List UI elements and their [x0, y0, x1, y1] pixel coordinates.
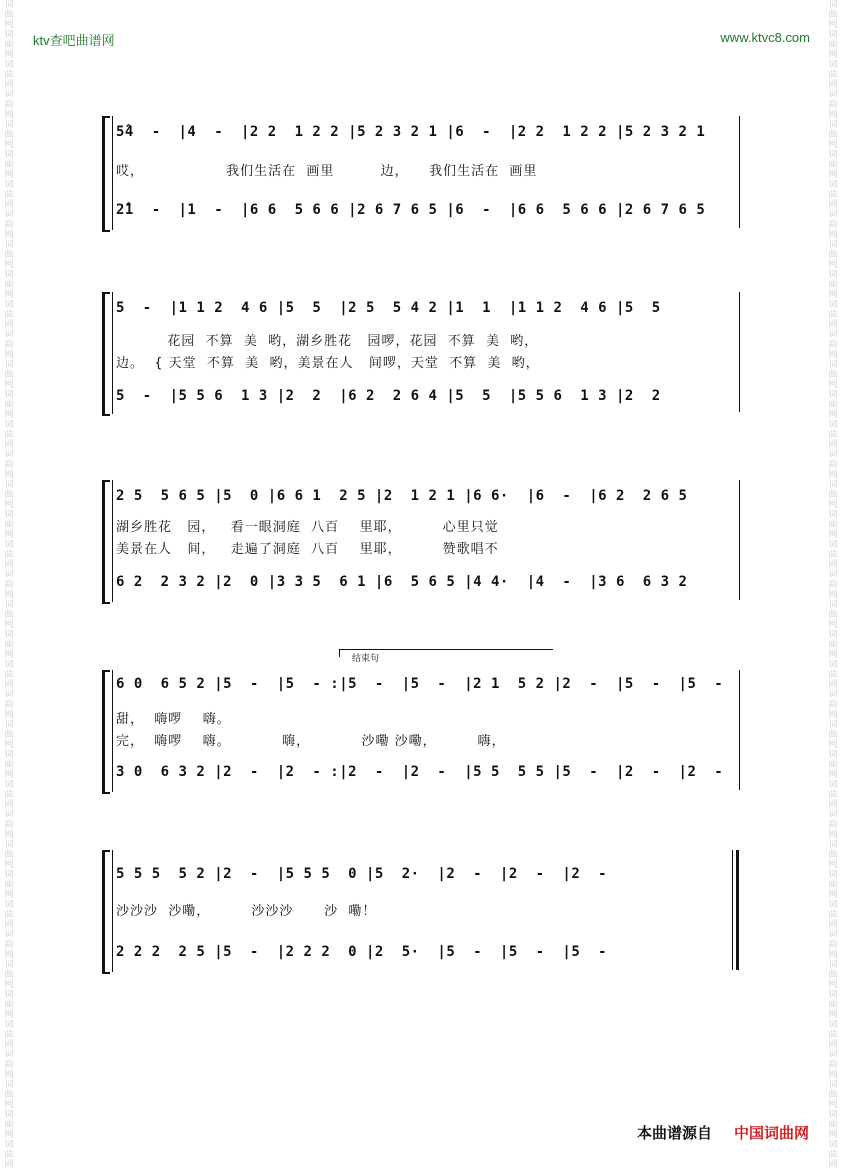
watermark-glyph: 曲 — [4, 340, 14, 350]
watermark-glyph: 词 — [4, 930, 14, 940]
watermark-glyph: 词 — [4, 240, 14, 250]
watermark-glyph: 词 — [828, 990, 838, 1000]
watermark-glyph: 词 — [828, 960, 838, 970]
watermark-glyph: 词 — [828, 60, 838, 70]
watermark-glyph: 词 — [828, 90, 838, 100]
lyric-line: 沙沙沙 沙嘞， 沙沙沙 沙 嘞！ — [116, 904, 377, 919]
watermark-glyph: 词 — [828, 120, 838, 130]
watermark-glyph: 网 — [828, 710, 838, 720]
watermark-glyph: 网 — [4, 230, 14, 240]
watermark-glyph: 网 — [4, 770, 14, 780]
watermark-glyph: 词 — [4, 180, 14, 190]
watermark-glyph: 网 — [828, 1130, 838, 1140]
watermark-glyph: 网 — [4, 890, 14, 900]
watermark-glyph: 曲 — [4, 220, 14, 230]
score-system-1 — [102, 112, 742, 232]
watermark-glyph: 词 — [4, 990, 14, 1000]
watermark-glyph: 曲 — [828, 700, 838, 710]
melody-line: 5 - |1 1 2 4 6 |5 5 |2 5 5 4 2 |1 1 |1 1 2 4 6 |5 5 — [116, 300, 661, 316]
watermark-glyph: 词 — [828, 420, 838, 430]
watermark-glyph: 曲 — [4, 1000, 14, 1010]
watermark-glyph: 网 — [4, 290, 14, 300]
watermark-glyph: 曲 — [828, 1060, 838, 1070]
watermark-glyph: 曲 — [828, 1120, 838, 1130]
watermark-glyph: 曲 — [4, 70, 14, 80]
watermark-glyph: 网 — [4, 50, 14, 60]
watermark-glyph: 曲 — [828, 490, 838, 500]
watermark-glyph: 曲 — [828, 40, 838, 50]
watermark-glyph: 词 — [828, 30, 838, 40]
watermark-glyph: 网 — [4, 320, 14, 330]
watermark-glyph: 词 — [4, 870, 14, 880]
watermark-glyph: 网 — [828, 20, 838, 30]
watermark-glyph: 网 — [828, 650, 838, 660]
watermark-glyph: 曲 — [4, 1030, 14, 1040]
watermark-glyph: 曲 — [4, 910, 14, 920]
watermark-glyph: 曲 — [4, 760, 14, 770]
watermark-glyph: 词 — [828, 540, 838, 550]
watermark-glyph: 词 — [828, 870, 838, 880]
harmony-line: 2 2 2 2 5 |5 - |2 2 2 0 |2 5· |5 - |5 - |5 - — [116, 944, 608, 960]
watermark-glyph: 网 — [4, 410, 14, 420]
watermark-glyph: 词 — [4, 30, 14, 40]
watermark-glyph: 词 — [4, 810, 14, 820]
watermark-glyph: 词 — [828, 300, 838, 310]
watermark-glyph: 曲 — [828, 220, 838, 230]
watermark-glyph: 词 — [828, 330, 838, 340]
watermark-glyph: 网 — [828, 470, 838, 480]
lyric-line: 完， 嗨啰 嗨。 嗨， 沙嘞 沙嘞， 嗨， — [116, 734, 506, 749]
watermark-glyph: 曲 — [4, 370, 14, 380]
watermark-glyph: 词 — [4, 120, 14, 130]
watermark-glyph: 词 — [828, 1140, 838, 1150]
watermark-glyph: 曲 — [4, 430, 14, 440]
watermark-glyph: 词 — [828, 510, 838, 520]
watermark-glyph: 曲 — [4, 400, 14, 410]
watermark-glyph: 曲 — [4, 160, 14, 170]
watermark-glyph: 词 — [828, 900, 838, 910]
watermark-glyph: 词 — [828, 600, 838, 610]
watermark-glyph: 词 — [4, 780, 14, 790]
watermark-glyph: 网 — [4, 1070, 14, 1080]
watermark-glyph: 网 — [828, 50, 838, 60]
watermark-glyph: 词 — [4, 660, 14, 670]
watermark-glyph: 曲 — [4, 1090, 14, 1100]
watermark-glyph: 曲 — [4, 640, 14, 650]
score-system-3 — [102, 478, 742, 604]
watermark-glyph: 曲 — [828, 280, 838, 290]
watermark-glyph: 曲 — [4, 310, 14, 320]
melody-line: 2 5 5 6 5 |5 0 |6 6 1 2 5 |2 1 2 1 |6 6· |6 - |6 2 2 6 5 — [116, 488, 688, 504]
watermark-glyph: 网 — [828, 680, 838, 690]
watermark-glyph: 词 — [4, 1110, 14, 1120]
watermark-glyph: 网 — [828, 800, 838, 810]
header-site-name[interactable]: ktv查吧曲谱网 — [33, 33, 115, 48]
watermark-glyph: 曲 — [828, 1090, 838, 1100]
watermark-glyph: 词 — [828, 0, 838, 10]
watermark-glyph: 曲 — [4, 100, 14, 110]
ending-label: 结束句 — [352, 654, 380, 664]
watermark-glyph: 词 — [828, 780, 838, 790]
watermark-glyph: 词 — [4, 630, 14, 640]
score-system-4 — [102, 646, 742, 796]
watermark-glyph: 曲 — [828, 820, 838, 830]
watermark-glyph: 网 — [4, 980, 14, 990]
watermark-glyph: 网 — [828, 920, 838, 930]
watermark-glyph: 网 — [4, 920, 14, 930]
watermark-glyph: 网 — [4, 170, 14, 180]
watermark-glyph: 曲 — [828, 880, 838, 890]
watermark-glyph: 网 — [828, 350, 838, 360]
watermark-glyph: 曲 — [828, 940, 838, 950]
watermark-glyph: 曲 — [4, 790, 14, 800]
watermark-glyph: 曲 — [4, 40, 14, 50]
watermark-glyph: 曲 — [828, 400, 838, 410]
watermark-glyph: 词 — [4, 600, 14, 610]
watermark-glyph: 网 — [828, 590, 838, 600]
watermark-glyph: 曲 — [828, 100, 838, 110]
watermark-glyph: 曲 — [828, 190, 838, 200]
watermark-glyph: 词 — [4, 1020, 14, 1030]
watermark-glyph: 网 — [828, 500, 838, 510]
watermark-glyph: 词 — [4, 360, 14, 370]
watermark-glyph: 曲 — [4, 820, 14, 830]
watermark-glyph: 网 — [828, 560, 838, 570]
watermark-glyph: 曲 — [4, 520, 14, 530]
watermark-glyph: 网 — [4, 860, 14, 870]
watermark-glyph: 网 — [828, 140, 838, 150]
watermark-glyph: 词 — [828, 810, 838, 820]
lyric-line: 花园 不算 美 哟，湖乡胜花 园啰，花园 不算 美 哟， — [116, 334, 539, 349]
watermark-glyph: 曲 — [4, 730, 14, 740]
watermark-glyph: 网 — [828, 860, 838, 870]
watermark-glyph: 词 — [4, 450, 14, 460]
watermark-glyph: 词 — [4, 480, 14, 490]
lyric-line: 甜， 嗨啰 嗨。 — [116, 712, 231, 727]
watermark-glyph: 网 — [828, 890, 838, 900]
watermark-glyph: 词 — [828, 210, 838, 220]
watermark-glyph: 曲 — [828, 370, 838, 380]
watermark-glyph: 网 — [828, 110, 838, 120]
watermark-glyph: 网 — [4, 950, 14, 960]
watermark-glyph: 网 — [828, 1070, 838, 1080]
watermark-glyph: 网 — [4, 1100, 14, 1110]
melody-line: 5̂4 - |4 - |2 2 1 2 2 |5 2 3 2 1 |6 - |2 2 1 2 2 |5 2 3 2 1 — [116, 124, 706, 140]
watermark-glyph: 词 — [4, 690, 14, 700]
watermark-glyph: 网 — [828, 80, 838, 90]
right-watermark-strip — [826, 0, 840, 1171]
watermark-glyph: 曲 — [828, 670, 838, 680]
watermark-glyph: 词 — [4, 570, 14, 580]
watermark-glyph: 词 — [828, 750, 838, 760]
watermark-glyph: 网 — [4, 830, 14, 840]
watermark-glyph: 词 — [4, 0, 14, 10]
watermark-glyph: 词 — [4, 960, 14, 970]
watermark-glyph: 词 — [828, 630, 838, 640]
watermark-glyph: 词 — [4, 150, 14, 160]
watermark-glyph: 词 — [4, 720, 14, 730]
watermark-glyph: 曲 — [4, 550, 14, 560]
watermark-glyph: 词 — [828, 720, 838, 730]
watermark-glyph: 词 — [828, 1080, 838, 1090]
watermark-glyph: 网 — [828, 530, 838, 540]
score-system-5 — [102, 838, 742, 974]
watermark-glyph: 曲 — [828, 550, 838, 560]
watermark-glyph: 曲 — [4, 280, 14, 290]
header-site-url[interactable]: www.ktvc8.com — [720, 30, 810, 45]
harmony-line: 6 2 2 3 2 |2 0 |3 3 5 6 1 |6 5 6 5 |4 4· |4 - |3 6 6 3 2 — [116, 574, 688, 590]
watermark-glyph: 曲 — [828, 850, 838, 860]
watermark-glyph: 网 — [828, 980, 838, 990]
watermark-glyph: 网 — [4, 20, 14, 30]
watermark-glyph: 词 — [4, 1140, 14, 1150]
watermark-glyph: 曲 — [828, 250, 838, 260]
watermark-glyph: 词 — [4, 300, 14, 310]
harmony-line: 5 - |5 5 6 1 3 |2 2 |6 2 2 6 4 |5 5 |5 5 6 1 3 |2 2 — [116, 388, 661, 404]
watermark-glyph: 词 — [828, 360, 838, 370]
watermark-glyph: 网 — [828, 1160, 838, 1170]
watermark-glyph: 曲 — [4, 700, 14, 710]
watermark-glyph: 曲 — [4, 1150, 14, 1160]
watermark-glyph: 网 — [4, 650, 14, 660]
watermark-glyph: 词 — [4, 390, 14, 400]
watermark-glyph: 词 — [828, 840, 838, 850]
watermark-glyph: 网 — [828, 200, 838, 210]
watermark-glyph: 词 — [4, 510, 14, 520]
watermark-glyph: 词 — [4, 540, 14, 550]
watermark-glyph: 词 — [828, 180, 838, 190]
watermark-glyph: 网 — [4, 1040, 14, 1050]
watermark-glyph: 曲 — [828, 580, 838, 590]
watermark-glyph: 词 — [4, 840, 14, 850]
watermark-glyph: 曲 — [828, 640, 838, 650]
watermark-glyph: 网 — [4, 140, 14, 150]
watermark-glyph: 曲 — [4, 850, 14, 860]
watermark-glyph: 网 — [4, 440, 14, 450]
watermark-glyph: 曲 — [828, 1000, 838, 1010]
watermark-glyph: 词 — [828, 390, 838, 400]
watermark-glyph: 网 — [828, 290, 838, 300]
footer-source-label: 本曲谱源自 — [636, 1124, 712, 1142]
watermark-glyph: 词 — [4, 330, 14, 340]
watermark-glyph: 词 — [828, 480, 838, 490]
watermark-glyph: 词 — [4, 210, 14, 220]
watermark-glyph: 网 — [828, 620, 838, 630]
watermark-glyph: 词 — [4, 1080, 14, 1090]
watermark-glyph: 词 — [828, 240, 838, 250]
watermark-glyph: 网 — [4, 80, 14, 90]
watermark-glyph: 词 — [828, 690, 838, 700]
watermark-glyph: 网 — [828, 740, 838, 750]
watermark-glyph: 词 — [4, 270, 14, 280]
watermark-glyph: 曲 — [828, 10, 838, 20]
watermark-glyph: 网 — [828, 830, 838, 840]
watermark-glyph: 曲 — [4, 1060, 14, 1070]
lyric-line: 边。 { 天堂 不算 美 哟，美景在人 间啰，天堂 不算 美 哟， — [116, 356, 540, 371]
watermark-glyph: 网 — [4, 110, 14, 120]
watermark-glyph: 曲 — [4, 970, 14, 980]
watermark-glyph: 曲 — [828, 730, 838, 740]
watermark-glyph: 网 — [828, 770, 838, 780]
watermark-glyph: 曲 — [4, 580, 14, 590]
watermark-glyph: 网 — [4, 590, 14, 600]
watermark-glyph: 曲 — [4, 670, 14, 680]
watermark-glyph: 网 — [4, 260, 14, 270]
watermark-glyph: 网 — [4, 560, 14, 570]
footer-site-link[interactable]: 中国词曲网 — [733, 1124, 809, 1142]
watermark-glyph: 网 — [828, 380, 838, 390]
watermark-glyph: 网 — [4, 350, 14, 360]
lyric-line: 哎， 我们生活在 画里 边， 我们生活在 画里 — [116, 164, 538, 179]
melody-line: 5 5 5 5 2 |2 - |5 5 5 0 |5 2· |2 - |2 - |2 - — [116, 866, 608, 882]
watermark-glyph: 网 — [4, 500, 14, 510]
watermark-glyph: 词 — [828, 450, 838, 460]
watermark-glyph: 网 — [828, 950, 838, 960]
watermark-glyph: 网 — [828, 320, 838, 330]
watermark-glyph: 网 — [4, 620, 14, 630]
watermark-glyph: 网 — [828, 410, 838, 420]
watermark-glyph: 曲 — [4, 490, 14, 500]
watermark-glyph: 词 — [4, 750, 14, 760]
watermark-glyph: 曲 — [828, 70, 838, 80]
watermark-glyph: 网 — [828, 230, 838, 240]
final-barline — [736, 850, 739, 970]
watermark-glyph: 曲 — [828, 160, 838, 170]
watermark-glyph: 曲 — [4, 460, 14, 470]
watermark-glyph: 曲 — [4, 610, 14, 620]
watermark-glyph: 曲 — [4, 10, 14, 20]
watermark-glyph: 曲 — [828, 460, 838, 470]
watermark-glyph: 曲 — [828, 970, 838, 980]
watermark-glyph: 网 — [4, 530, 14, 540]
watermark-glyph: 词 — [4, 420, 14, 430]
watermark-glyph: 网 — [4, 800, 14, 810]
watermark-glyph: 曲 — [4, 250, 14, 260]
watermark-glyph: 曲 — [828, 760, 838, 770]
watermark-glyph: 网 — [828, 1100, 838, 1110]
watermark-glyph: 曲 — [4, 1120, 14, 1130]
watermark-glyph: 曲 — [828, 790, 838, 800]
watermark-glyph: 词 — [828, 1020, 838, 1030]
watermark-glyph: 词 — [4, 60, 14, 70]
watermark-glyph: 词 — [828, 570, 838, 580]
watermark-glyph: 网 — [4, 1010, 14, 1020]
watermark-glyph: 网 — [828, 260, 838, 270]
watermark-glyph: 曲 — [828, 310, 838, 320]
watermark-glyph: 网 — [828, 440, 838, 450]
watermark-glyph: 曲 — [4, 940, 14, 950]
lyric-line: 湖乡胜花 园， 看一眼洞庭 八百 里耶， 心里只觉 — [116, 520, 499, 535]
watermark-glyph: 曲 — [4, 130, 14, 140]
watermark-glyph: 网 — [4, 380, 14, 390]
watermark-glyph: 曲 — [828, 130, 838, 140]
watermark-glyph: 网 — [4, 1160, 14, 1170]
watermark-glyph: 词 — [4, 90, 14, 100]
watermark-glyph: 词 — [828, 660, 838, 670]
watermark-glyph: 网 — [4, 710, 14, 720]
watermark-glyph: 曲 — [828, 520, 838, 530]
score-system-2 — [102, 290, 742, 416]
watermark-glyph: 词 — [828, 930, 838, 940]
watermark-glyph: 网 — [4, 1130, 14, 1140]
watermark-glyph: 网 — [4, 200, 14, 210]
watermark-glyph: 曲 — [828, 1150, 838, 1160]
watermark-glyph: 曲 — [828, 1030, 838, 1040]
watermark-glyph: 网 — [4, 680, 14, 690]
watermark-glyph: 词 — [4, 1050, 14, 1060]
watermark-glyph: 网 — [828, 1010, 838, 1020]
watermark-glyph: 曲 — [828, 610, 838, 620]
lyric-line: 美景在人 间， 走遍了洞庭 八百 里耶， 赞歌唱不 — [116, 542, 499, 557]
watermark-glyph: 词 — [828, 1050, 838, 1060]
watermark-glyph: 词 — [4, 900, 14, 910]
watermark-glyph: 曲 — [4, 190, 14, 200]
watermark-glyph: 曲 — [828, 340, 838, 350]
melody-line: 6 0 6 5 2 |5 - |5 - :|5 - |5 - |2 1 5 2 |2 - |5 - |5 - — [116, 676, 724, 692]
watermark-glyph: 网 — [828, 170, 838, 180]
watermark-glyph: 词 — [828, 270, 838, 280]
harmony-line: 2̂1 - |1 - |6 6 5 6 6 |2 6 7 6 5 |6 - |6 6 5 6 6 |2 6 7 6 5 — [116, 202, 706, 218]
harmony-line: 3 0 6 3 2 |2 - |2 - :|2 - |2 - |5 5 5 5 |5 - |2 - |2 - — [116, 764, 724, 780]
watermark-glyph: 网 — [828, 1040, 838, 1050]
watermark-glyph: 曲 — [828, 910, 838, 920]
left-watermark-strip — [2, 0, 16, 1171]
watermark-glyph: 曲 — [4, 880, 14, 890]
watermark-glyph: 词 — [828, 1110, 838, 1120]
watermark-glyph: 网 — [4, 740, 14, 750]
watermark-glyph: 词 — [828, 150, 838, 160]
watermark-glyph: 网 — [4, 470, 14, 480]
watermark-glyph: 曲 — [828, 430, 838, 440]
